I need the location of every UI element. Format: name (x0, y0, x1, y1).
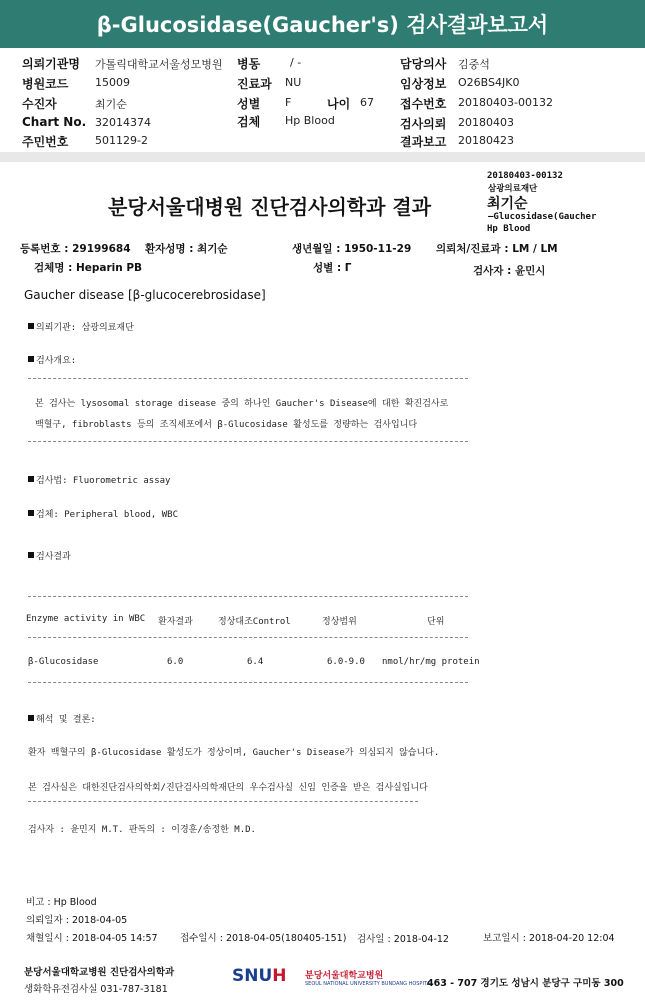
name-label: 수진자 (22, 97, 57, 111)
footer-telephone: 생화학유전검사실 031-787-3181 (24, 984, 168, 995)
result-heading (28, 549, 71, 562)
clinical-value: O26BS4JK0 (458, 76, 520, 89)
dashed-rule (28, 441, 468, 442)
ward-label: 병동 (237, 57, 261, 71)
sex-line: 성별 : Γ (313, 262, 352, 274)
org-value: 가톨릭대학교서울성모병원 (95, 58, 223, 71)
stamp-patient-name: 최기순 (487, 196, 528, 212)
sex-value: F (285, 96, 292, 109)
signer-line: 검사자 : 윤민지 M.T. 판독의 : 이경훈/송정한 M.D. (28, 825, 256, 835)
request-label: 검사의뢰 (400, 117, 447, 131)
section-divider (0, 152, 645, 162)
dashed-rule (28, 596, 468, 597)
code-value: 15009 (95, 76, 130, 89)
age-label: 나이 (327, 97, 351, 111)
report-label: 결과보고 (400, 135, 447, 149)
dashed-rule (28, 682, 468, 683)
method-text: 검사법: Fluorometric assay (36, 476, 171, 486)
specimen-label: 검체 (237, 115, 261, 129)
sex-label: 성별 (237, 97, 261, 111)
chart-label: Chart No. (22, 115, 87, 129)
col-header-patient: 환자결과 (158, 617, 193, 627)
stamp-institution: 삼광의료재단 (488, 184, 538, 194)
test-name: Gaucher disease [β-glucocerebrosidase] (24, 288, 266, 302)
dashed-rule (28, 637, 468, 638)
specimen-name-line: 검체명 : Heparin PB (34, 262, 143, 274)
bullet-square-icon (28, 510, 34, 516)
logo-korean-name: 분당서울대학교병원 (305, 971, 384, 981)
request-value: 20180403 (458, 116, 514, 129)
birth-date-line: 생년월일 : 1950-11-29 (292, 243, 412, 255)
specimen-type-text: 검체: Peripheral blood, WBC (36, 510, 179, 520)
bullet-square-icon (28, 715, 34, 721)
dashed-rule (28, 378, 468, 379)
interpretation-heading (28, 712, 96, 725)
hospital-logo (232, 966, 287, 986)
logo-snu-text: SNU (232, 966, 273, 986)
test-date-line: 검사일 : 2018-04-12 (357, 934, 449, 945)
footer-organization: 분당서울대학교병원 진단검사의학과 (24, 967, 175, 978)
report-header (0, 48, 645, 152)
result-unit: nmol/hr/mg protein (382, 657, 480, 667)
stamp-receipt-number: 20180403-00132 (487, 171, 563, 181)
result-enzyme: β-Glucosidase (28, 657, 99, 667)
draw-date-line: 채혈일시 : 2018-04-05 14:57 (26, 933, 158, 944)
doctor-label: 담당의사 (400, 57, 447, 71)
tester-line: 검사자 : 윤민시 (473, 265, 546, 277)
name-value: 최기순 (95, 98, 127, 111)
interpretation-line-1: 환자 백혈구의 β-Glucosidase 활성도가 정상이며, Gaucher's Disease가 의심되지 않습니다. (28, 748, 440, 758)
result-doc-title: 분당서울대병원 진단검사의학과 결과 (108, 195, 432, 219)
specimen-value: Hp Blood (285, 114, 335, 127)
result-normal-range: 6.0-9.0 (327, 657, 365, 667)
col-header-range: 정상범위 (322, 617, 357, 627)
requester-dept-line: 의뢰처/진료과 : LM / LM (436, 243, 558, 255)
institution-line (28, 320, 134, 333)
id-value: 501129-2 (95, 134, 148, 147)
clinical-label: 임상정보 (400, 77, 447, 91)
report-value: 20180423 (458, 134, 514, 147)
col-header-unit: 단위 (427, 617, 445, 627)
org-label: 의뢰기관명 (22, 57, 80, 71)
ward-value: / - (290, 56, 302, 69)
report-title-banner (0, 0, 645, 48)
overview-heading (28, 353, 76, 366)
receipt-label: 접수번호 (400, 97, 447, 111)
request-date-line: 의뢰일자 : 2018-04-05 (26, 915, 128, 926)
receipt-date-line: 접수일시 : 2018-04-05(180405-151) (180, 933, 347, 944)
overview-heading-text: 검사개요: (36, 356, 77, 366)
method-line (28, 473, 170, 486)
interpretation-line-2: 본 검사실은 대한진단검사의학회/진단검사의학재단의 우수검사실 신임 인증을 받은 검사실입니다 (28, 783, 428, 793)
overview-line-1: 본 검사는 lysosomal storage disease 중의 하나인 Gaucher's Disease에 대한 확진검사로 (35, 399, 449, 409)
registration-number: 등록번호 : 29199684 (20, 243, 131, 255)
dept-value: NU (285, 76, 302, 89)
interpretation-heading-text: 해석 및 결론: (36, 715, 96, 725)
col-header-enzyme: Enzyme activity in WBC (26, 614, 146, 624)
result-control-value: 6.4 (247, 657, 264, 667)
bullet-square-icon (28, 476, 34, 482)
col-header-control: 정상대조Control (218, 617, 291, 627)
footer-address: 463 - 707 경기도 성남시 분당구 구미동 300 (427, 978, 624, 989)
specimen-type-line (28, 507, 178, 520)
institution-text: 의뢰기관: 삼광의료재단 (36, 323, 134, 333)
dept-label: 진료과 (237, 77, 272, 91)
bullet-square-icon (28, 552, 34, 558)
logo-english-name: SEOUL NATIONAL UNIVERSITY BUNDANG HOSPITAL (305, 981, 433, 987)
chart-value: 32014374 (95, 116, 151, 129)
doctor-value: 김중석 (458, 58, 490, 71)
code-label: 병원코드 (22, 77, 69, 91)
note-line: 비고 : Hp Blood (26, 897, 97, 908)
overview-line-2: 백혈구, fibroblasts 등의 조직세포에서 β-Glucosidase 활성도를 정량하는 검사입니다 (35, 420, 418, 430)
report-title: β-Glucosidase(Gaucher's) 검사결과보고서 (96, 13, 549, 37)
bullet-square-icon (28, 323, 34, 329)
logo-h-text: H (272, 966, 287, 986)
receipt-value: 20180403-00132 (458, 96, 553, 109)
report-date-line: 보고일시 : 2018-04-20 12:04 (483, 933, 615, 944)
bullet-square-icon (28, 356, 34, 362)
id-label: 주민번호 (22, 135, 69, 149)
stamp-specimen: Hp Blood (487, 224, 531, 234)
stamp-test-name: —Glucosidase(Gaucher (488, 212, 597, 222)
result-heading-text: 검사결과 (36, 552, 71, 562)
patient-name-line: 환자성명 : 최기순 (145, 243, 228, 255)
result-patient-value: 6.0 (167, 657, 184, 667)
dashed-rule (28, 801, 418, 802)
age-value: 67 (360, 96, 374, 109)
